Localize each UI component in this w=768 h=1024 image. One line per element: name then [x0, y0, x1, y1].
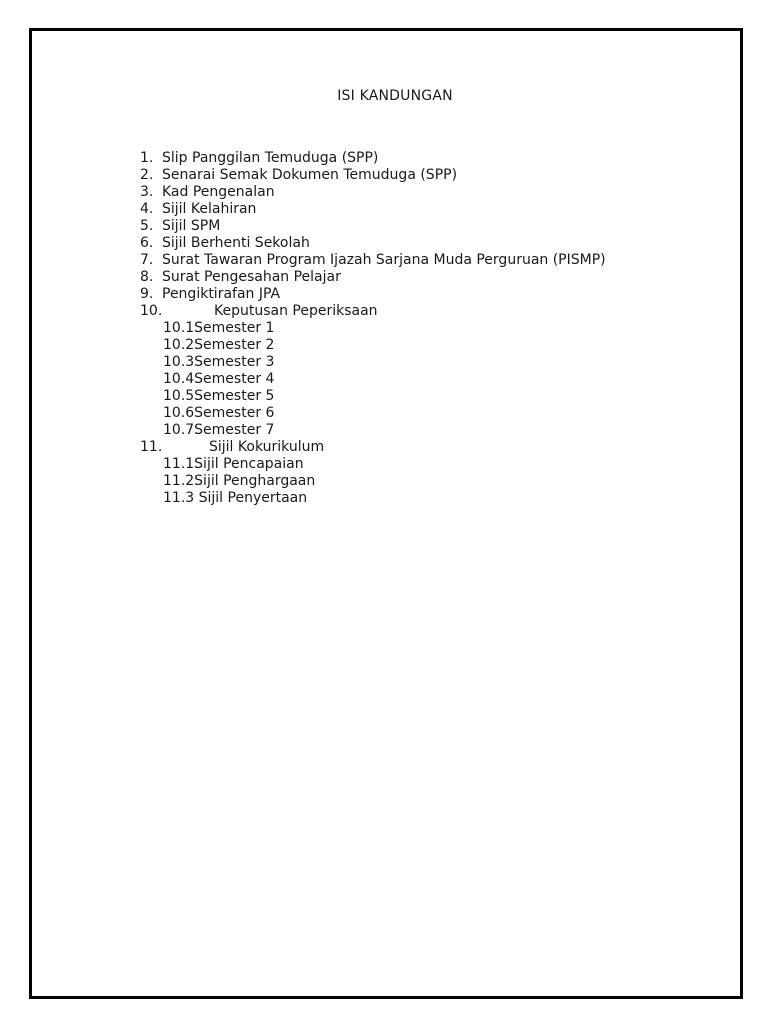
toc-subitem [140, 388, 606, 405]
toc-item-number: 2. [140, 167, 154, 183]
toc-item-label: Sijil Kokurikulum [209, 439, 325, 455]
toc-item-label: Sijil SPM [162, 218, 221, 234]
toc-item-number: 10.3 [163, 354, 195, 370]
toc-item-label: Pengiktirafan JPA [162, 286, 281, 302]
toc-item-label: Keputusan Peperiksaan [214, 303, 378, 319]
toc-item [140, 201, 606, 218]
toc-item-number: 3. [140, 184, 154, 200]
toc-item-label: Semester 7 [194, 422, 275, 438]
toc-item-label: Surat Tawaran Program Ijazah Sarjana Muda Perguruan (PISMP) [162, 252, 606, 268]
toc-item-label: Senarai Semak Dokumen Temuduga (SPP) [162, 167, 458, 183]
toc-subitem [140, 405, 606, 422]
toc-subitem [140, 422, 606, 439]
toc-subitem [140, 337, 606, 354]
toc-item [140, 235, 606, 252]
toc-item [140, 303, 606, 320]
toc-item-label: Semester 6 [194, 405, 275, 421]
toc-item-number: 9. [140, 286, 154, 302]
toc-item [140, 286, 606, 303]
toc-item-number: 11.2 [163, 473, 195, 489]
toc-item-label: Semester 1 [194, 320, 275, 336]
toc-item [140, 167, 606, 184]
toc-item-number: 4. [140, 201, 154, 217]
toc-item-number: 10. [140, 303, 163, 319]
toc-item-label: Sijil Penyertaan [194, 490, 308, 506]
toc-item-number: 1. [140, 150, 154, 166]
toc-item-number: 10.1 [163, 320, 195, 336]
toc-item-number: 5. [140, 218, 154, 234]
toc-item-number: 10.7 [163, 422, 195, 438]
toc-item [140, 439, 606, 456]
toc-item-label: Sijil Pencapaian [194, 456, 304, 472]
toc-subitem [140, 456, 606, 473]
toc-item-label: Surat Pengesahan Pelajar [162, 269, 341, 285]
toc-subitem [140, 320, 606, 337]
toc-item-label: Kad Pengenalan [162, 184, 275, 200]
toc-item-label: Sijil Berhenti Sekolah [162, 235, 310, 251]
toc-item-number: 6. [140, 235, 154, 251]
toc-item-number: 11.1 [163, 456, 195, 472]
toc-item-number: 11. [140, 439, 163, 455]
toc-item [140, 269, 606, 286]
toc-subitem [140, 354, 606, 371]
toc-item-label: Sijil Kelahiran [162, 201, 257, 217]
document-title: ISI KANDUNGAN [337, 88, 453, 104]
toc-item-label: Slip Panggilan Temuduga (SPP) [162, 150, 379, 166]
toc-subitem [140, 490, 606, 507]
toc-item [140, 218, 606, 235]
toc-item-label: Semester 2 [194, 337, 275, 353]
toc-item-number: 10.6 [163, 405, 195, 421]
toc-item-number: 10.2 [163, 337, 195, 353]
toc-item-number: 11.3 [163, 490, 195, 506]
toc-item [140, 150, 606, 167]
toc-subitem [140, 371, 606, 388]
toc-item-number: 10.5 [163, 388, 195, 404]
toc-item [140, 184, 606, 201]
toc-item-number: 10.4 [163, 371, 195, 387]
toc-item-number: 8. [140, 269, 154, 285]
table-of-contents [140, 150, 606, 507]
toc-item-number: 7. [140, 252, 154, 268]
toc-item-label: Sijil Penghargaan [194, 473, 316, 489]
toc-item-label: Semester 4 [194, 371, 275, 387]
toc-item-label: Semester 5 [194, 388, 275, 404]
toc-item-label: Semester 3 [194, 354, 275, 370]
toc-item [140, 252, 606, 269]
toc-subitem [140, 473, 606, 490]
